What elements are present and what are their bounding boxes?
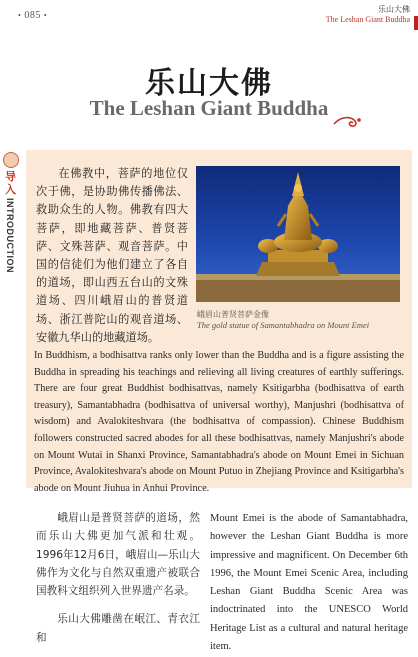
page-number	[18, 10, 47, 21]
decorative-swirl-icon	[333, 114, 363, 130]
running-header-en: The Leshan Giant Buddha	[325, 15, 410, 24]
body-paragraph-cn: 乐山大佛雕凿在岷江、青衣江和	[36, 613, 200, 644]
page-title-cn: 乐山大佛	[145, 66, 273, 101]
introduction-side-label	[2, 152, 20, 273]
body-column-cn	[36, 509, 200, 657]
introduction-text-en: In Buddhism, a bodhisattva ranks only lower than the Buddha and is a figure assisting the Buddha in spreading his teachings and relieving all living creatures of earthly sufferings. There are four great Buddhist bodhisattvas, namely Ksitigarbha (bodhisattva of earth treasury), Samantabhadra (bodhisattva of universal worthy), Manjushri (bodhisattva of wisdom) and Avalokiteshvara (the bodhisattva of compassion). Chinese Buddhism followers constructed sacred abodes for all these bodhisattvas, namely Manjushri's abode on Mount Wutai in Shanxi Province, Samantabhadra's abode on Mount Emei in Sichuan Province, Avalokiteshvara's abode on Mount Putuo in Zhejiang Province and Ksitigarbha's abode on Mount Jiuhua in Anhui Province.	[34, 350, 404, 494]
body-paragraph-cn: 峨眉山是普贤菩萨的道场，然而乐山大佛更加气派和壮观。1996年12月6日，峨眉山—乐山大佛作为文化与自然双重遗产被联合国教科文组织列入世界遗产名录。	[36, 512, 200, 598]
introduction-label-cn: 导入	[5, 170, 16, 196]
page-title-en: The Leshan Giant Buddha	[89, 96, 329, 120]
running-header-cn: 乐山大佛	[378, 5, 410, 14]
samantabhadra-statue-photo	[196, 166, 400, 302]
photo-caption-cn: 峨眉山普贤菩萨金像	[197, 310, 269, 319]
gold-statue-image	[196, 166, 400, 302]
bullet-icon: •	[18, 11, 22, 20]
running-header	[326, 4, 410, 25]
section-tab-marker	[414, 16, 418, 30]
introduction-text-cn: 在佛教中，菩萨的地位仅次于佛，是协助佛传播佛法、救助众生的人物。佛教有四大菩萨，即地藏菩萨、普贤菩萨、文殊菩萨、观音菩萨。中国的信徒们为他们建立了各自的道场，即山西五台山的文殊道场、四川峨眉山的普贤道场、浙江普陀山的观音道场、安徽九华山的地藏道场。	[36, 167, 188, 344]
body-column-en: Mount Emei is the abode of Samantabhadra, however the Leshan Giant Buddha is more impressive and magnificent. On December 6th 1996, the Mount Emei Scenic Area, including Leshan Giant Buddha Scenic Area was indoctrinated into the UNESCO World Heritage List as a cultural and natural heritage item.	[210, 513, 408, 653]
introduction-label-en: INTRODUCTION	[5, 198, 15, 273]
page-number-text: 085	[24, 10, 41, 21]
bullet-icon: •	[43, 11, 48, 20]
section-circle-icon	[3, 152, 19, 168]
photo-caption-en: The gold statue of Samantabhadra on Mount Emei	[197, 320, 370, 330]
